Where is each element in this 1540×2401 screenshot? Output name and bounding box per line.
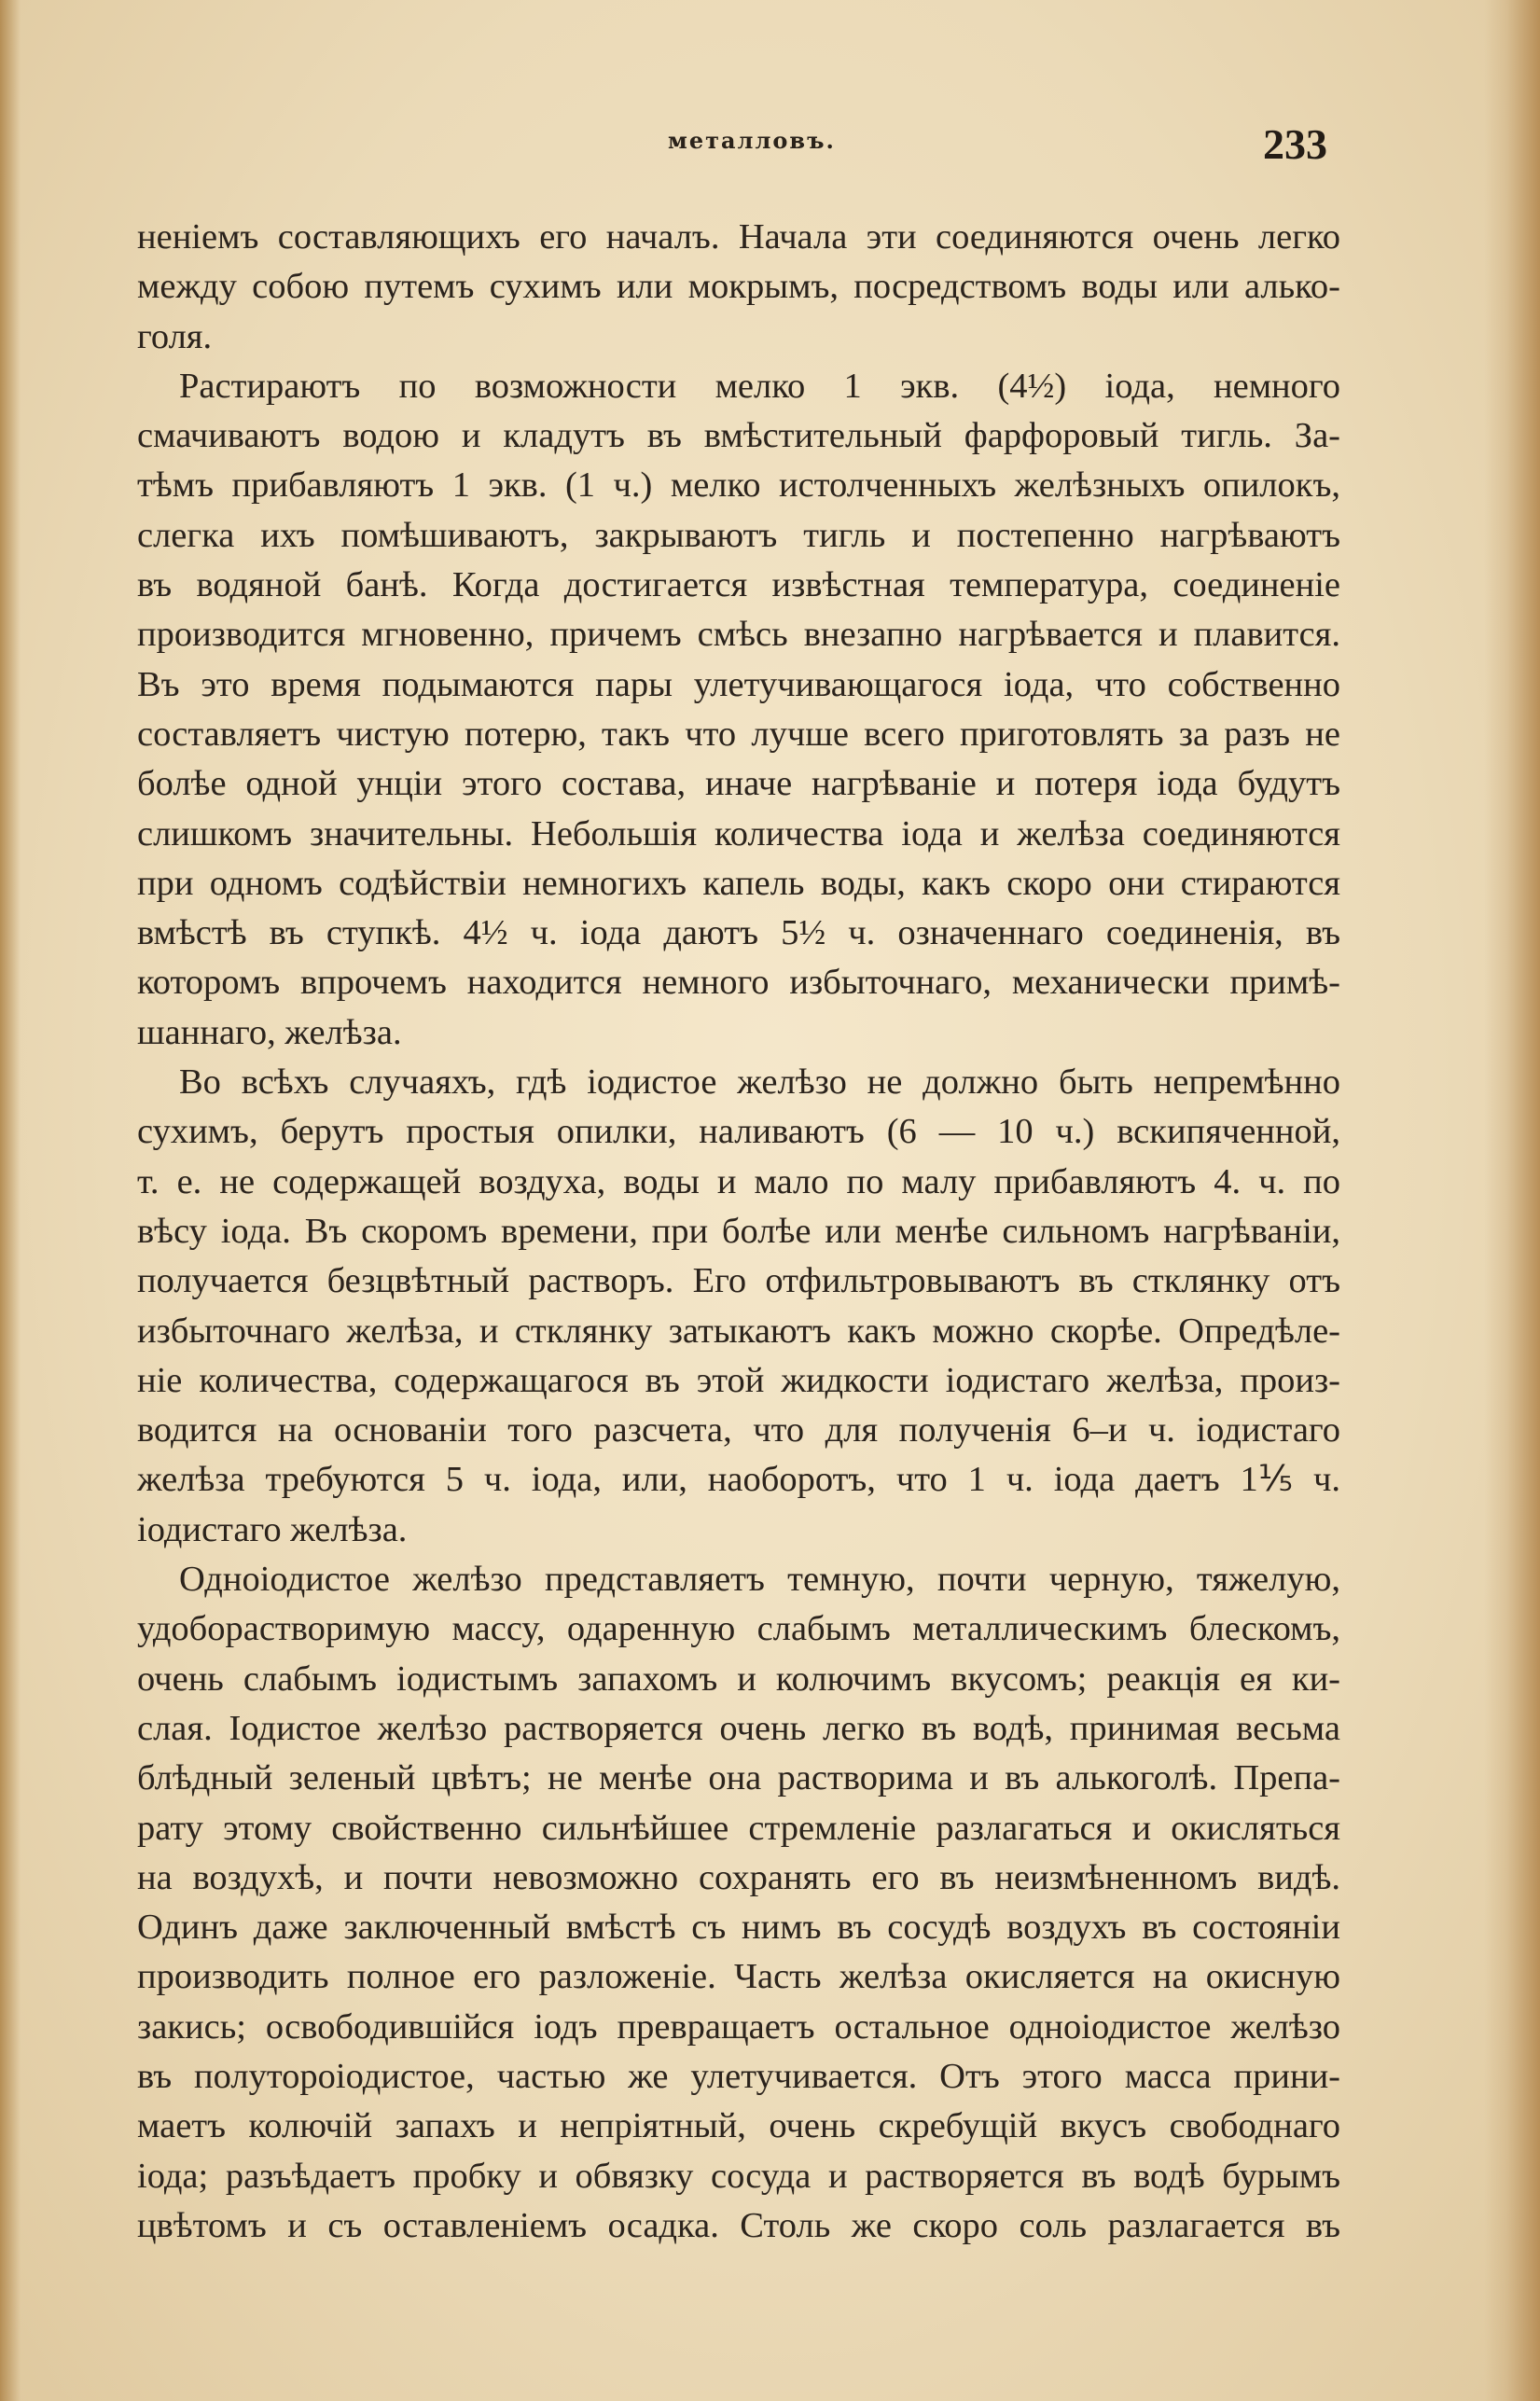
text-line: при одномъ содѣйствіи немногихъ капель воды, какъ скоро они стираются xyxy=(137,863,1340,903)
text-line: на воздухѣ, и почти невозможно сохранять его въ неизмѣненномъ видѣ. xyxy=(137,1857,1340,1897)
text-line: рату этому свойственно сильнѣйшее стремленіе разлагаться и окисляться xyxy=(137,1808,1340,1848)
text-line: избыточнаго желѣза, и стклянку затыкаютъ какъ можно скорѣе. Опредѣле- xyxy=(137,1311,1340,1351)
text-line: Во всѣхъ случаяхъ, гдѣ іодистое желѣзо не должно быть непремѣнно xyxy=(179,1062,1340,1103)
text-line: водится на основаніи того разсчета, что для полученія 6–и ч. іодистаго xyxy=(137,1410,1340,1450)
text-line: тѣмъ прибавляютъ 1 экв. (1 ч.) мелко истолченныхъ желѣзныхъ опилокъ, xyxy=(137,465,1340,506)
text-line: Растираютъ по возможности мелко 1 экв. (4½) іода, немного xyxy=(179,366,1340,406)
text-line: вѣсу іода. Въ скоромъ времени, при болѣе или менѣе сильномъ нагрѣваніи, xyxy=(137,1211,1340,1251)
text-line: шаннаго, желѣза. xyxy=(137,1012,402,1052)
text-line: производить полное его разложеніе. Часть желѣза окисляется на окисную xyxy=(137,1957,1340,1997)
running-head: металловъ. xyxy=(668,127,836,154)
text-line: т. е. не содержащей воздуха, воды и мало по малу прибавляютъ 4. ч. по xyxy=(137,1161,1340,1201)
text-line: болѣе одной унціи этого состава, иначе нагрѣваніе и потеря іода будутъ xyxy=(137,764,1340,804)
text-line: закись; освободившійся іодъ превращаетъ остальное одноіодистое желѣзо xyxy=(137,2006,1340,2047)
text-line: составляетъ чистую потерю, такъ что лучше всего приготовлять за разъ не xyxy=(137,714,1340,754)
text-line: очень слабымъ іодистымъ запахомъ и колючимъ вкусомъ; реакція ея ки- xyxy=(137,1658,1340,1699)
body-text xyxy=(137,213,1340,2251)
text-line: смачиваютъ водою и кладутъ въ вмѣстительный фарфоровый тигль. За- xyxy=(137,416,1340,456)
text-line: неніемъ составляющихъ его началъ. Начала эти соединяются очень легко xyxy=(137,217,1340,257)
text-line: удоборастворимую массу, одаренную слабымъ металлическимъ блескомъ, xyxy=(137,1609,1340,1649)
text-line: сухимъ, берутъ простыя опилки, наливаютъ (6 — 10 ч.) вскипяченной, xyxy=(137,1112,1340,1152)
text-line: Въ это время подымаются пары улетучивающагося іода, что собственно xyxy=(137,664,1340,704)
text-line: между собою путемъ сухимъ или мокрымъ, посредствомъ воды или алько- xyxy=(137,267,1340,307)
text-line: слишкомъ значительны. Небольшія количества іода и желѣза соединяются xyxy=(137,813,1340,854)
page-number: 233 xyxy=(1263,120,1327,168)
text-line: въ полутороіодистое, частью же улетучивается. Отъ этого масса прини- xyxy=(137,2056,1340,2096)
text-line: производится мгновенно, причемъ смѣсь внезапно нагрѣвается и плавится. xyxy=(137,615,1340,655)
page-edge-shadow-left xyxy=(0,0,21,2401)
page-edge-shadow-right xyxy=(1484,0,1540,2401)
text-line: вмѣстѣ въ ступкѣ. 4½ ч. іода даютъ 5½ ч. означеннаго соединенія, въ xyxy=(137,913,1340,953)
text-line: іодистаго желѣза. xyxy=(137,1509,408,1549)
text-line: получается безцвѣтный растворъ. Его отфильтровываютъ въ стклянку отъ xyxy=(137,1261,1340,1301)
text-line: голя. xyxy=(137,316,213,356)
text-line: цвѣтомъ и съ оставленіемъ осадка. Столь же скоро соль разлагается въ xyxy=(137,2205,1340,2245)
text-line: въ водяной банѣ. Когда достигается извѣстная температура, соединеніе xyxy=(137,565,1340,605)
text-line: слегка ихъ помѣшиваютъ, закрываютъ тигль и постепенно нагрѣваютъ xyxy=(137,515,1340,555)
text-line: Одноіодистое желѣзо представляетъ темную, почти черную, тяжелую, xyxy=(179,1560,1340,1600)
text-line: ніе количества, содержащагося въ этой жидкости іодистаго желѣза, произ- xyxy=(137,1360,1340,1400)
text-line: желѣза требуются 5 ч. іода, или, наоборотъ, что 1 ч. іода даетъ 1⅕ ч. xyxy=(137,1460,1340,1500)
text-line: іода; разъѣдаетъ пробку и обвязку сосуда и растворяется въ водѣ бурымъ xyxy=(137,2156,1340,2196)
text-line: Одинъ даже заключенный вмѣстѣ съ нимъ въ сосудѣ воздухъ въ состояніи xyxy=(137,1908,1340,1948)
text-line: слая. Іодистое желѣзо растворяется очень легко въ водѣ, принимая весьма xyxy=(137,1708,1340,1748)
text-line: которомъ впрочемъ находится немного избыточнаго, механически примѣ- xyxy=(137,963,1340,1003)
text-line: блѣдный зеленый цвѣтъ; не менѣе она растворима и въ алькоголѣ. Препа- xyxy=(137,1758,1340,1798)
text-line: маетъ колючій запахъ и непріятный, очень скребущій вкусъ свободнаго xyxy=(137,2106,1340,2146)
